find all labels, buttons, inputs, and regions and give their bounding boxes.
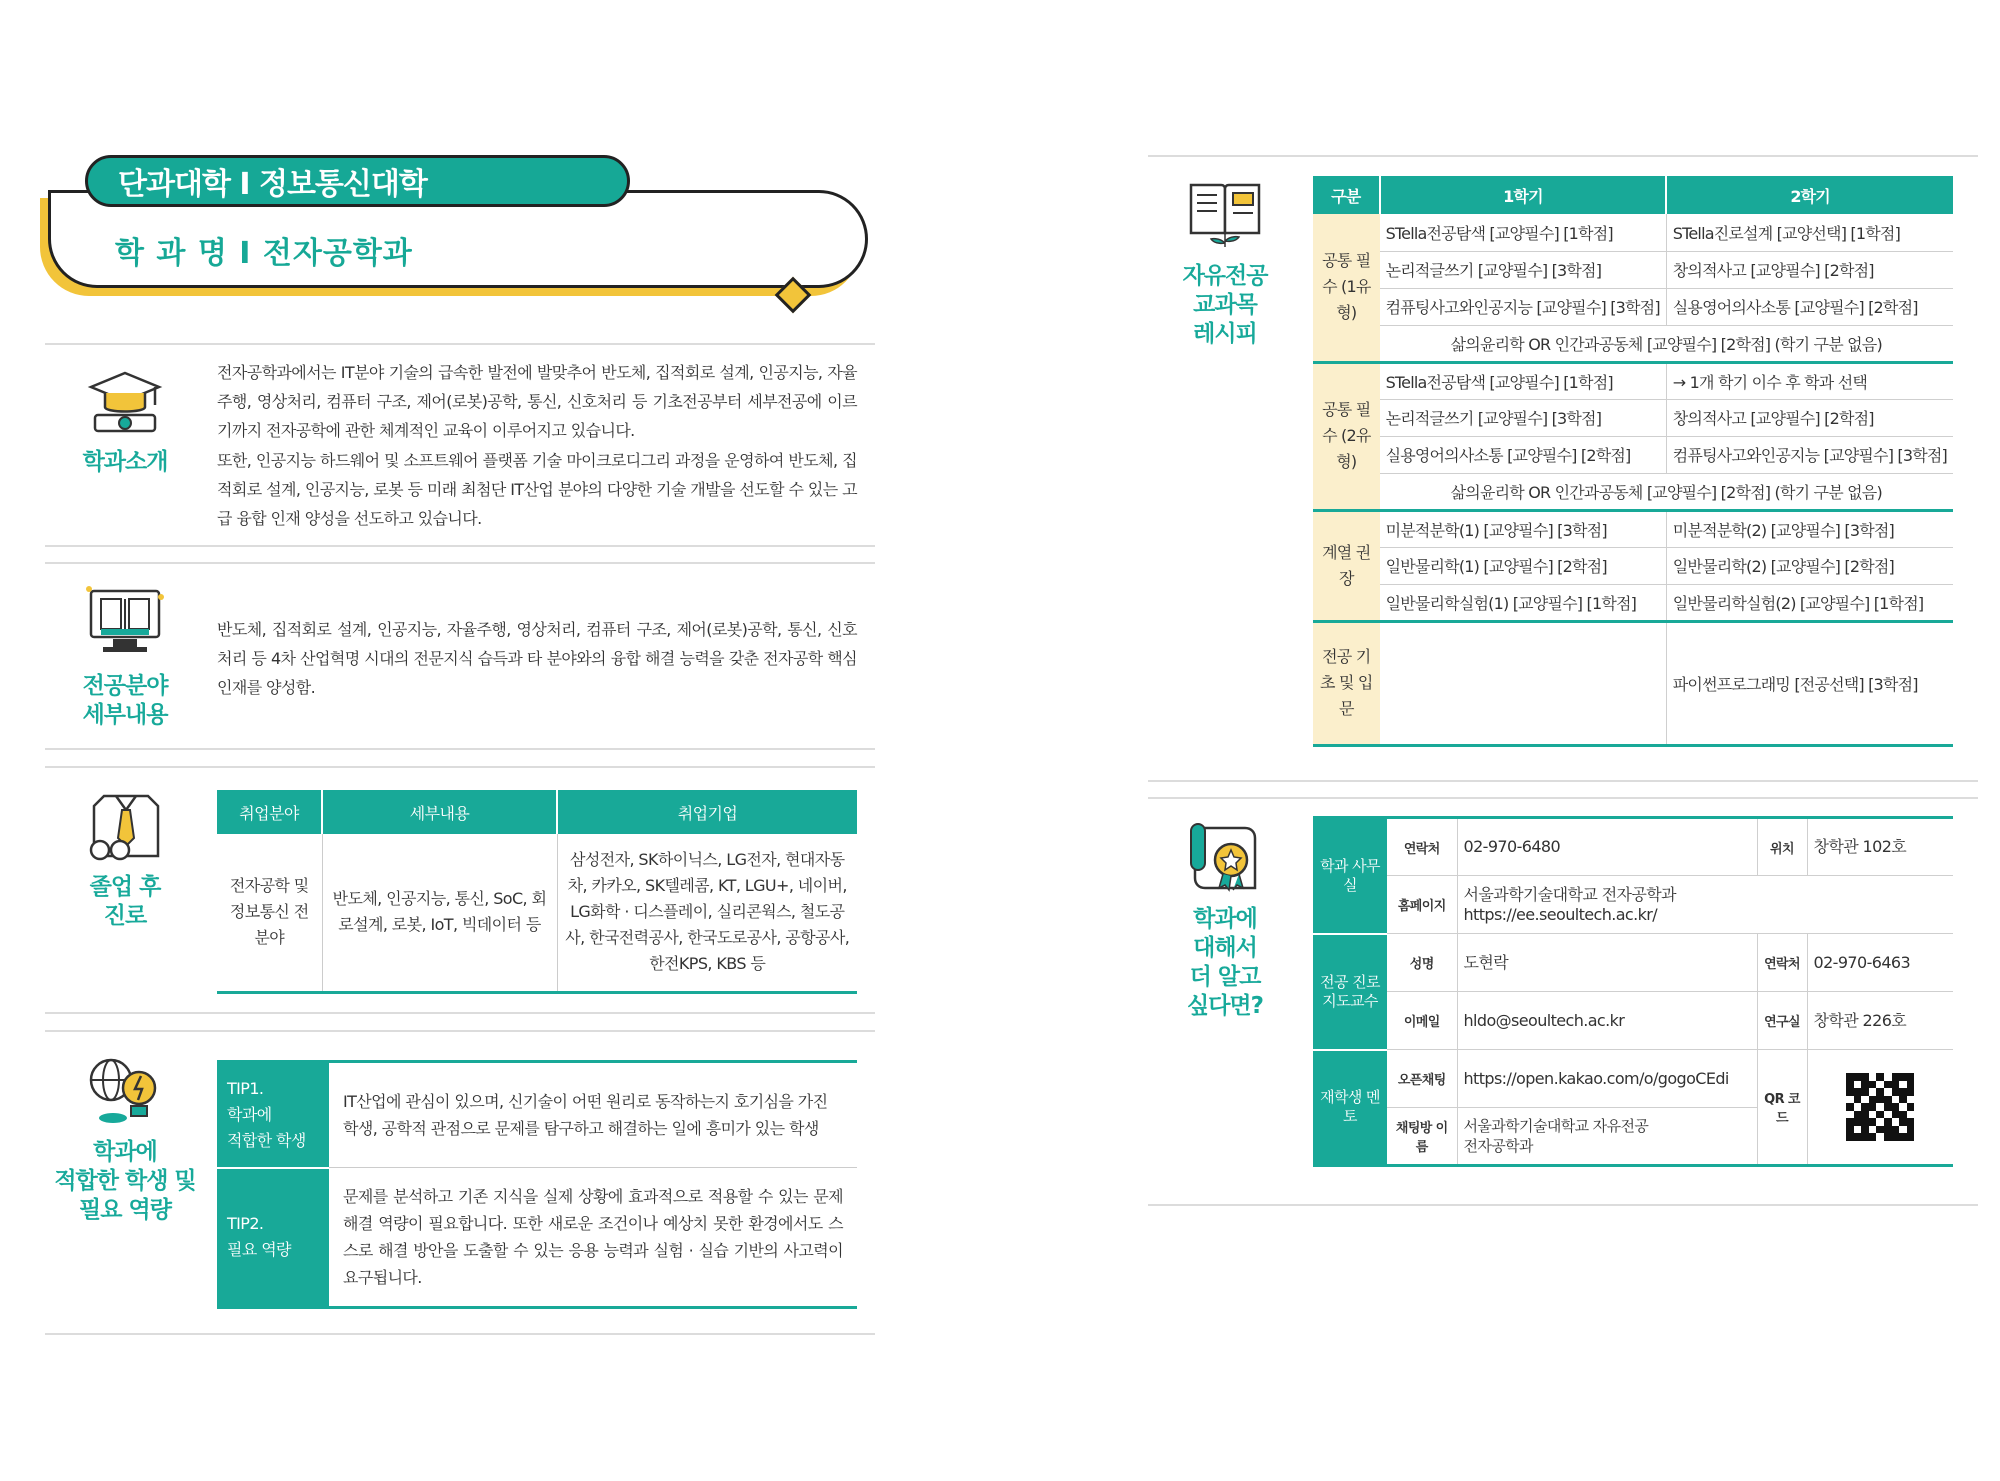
tip1-label-line3: 적합한 학생 [227,1130,306,1150]
tips-table [217,1060,857,1309]
office-label: 학과 사무실 [1313,818,1387,934]
book-monitor-icon [83,583,167,661]
divider [45,562,875,564]
curriculum-category: 공통 필수 (1유형) [1313,214,1380,362]
course-cell: 창의적사고 [교양필수] [2학점] [1666,399,1953,436]
career-title [55,873,195,931]
major-text: 반도체, 집적회로 설계, 인공지능, 자율주행, 영상처리, 컴퓨터 구조, 제어(로봇)공학, 통신, 신호처리 등 4차 산업혁명 시대의 전문지식 습득과 타 분야와의 융합 해결 능력을 갖춘 전자공학 핵심 인재를 양성함. [217,620,857,697]
contact-title-line2: 대해서 [1193,935,1257,961]
tip1-label-line2: 학과에 [227,1104,272,1124]
divider [45,748,875,750]
major-title-line1: 전공분야 [82,673,168,699]
career-header-detail: 세부내용 [322,790,557,834]
openchat-link[interactable]: https://open.kakao.com/o/gogoCEdi [1457,1050,1757,1108]
course-cell: 미분적분학(1) [교양필수] [3학점] [1380,510,1667,547]
major-title-line2: 세부내용 [82,702,168,728]
major-title [55,672,195,730]
intro-title: 학과소개 [82,449,168,475]
course-cell: 논리적글쓰기 [교양필수] [3학점] [1380,251,1667,288]
advisor-phone: 02-970-6463 [1807,934,1953,992]
tip2-content: 문제를 분석하고 기존 지식을 실제 상황에 효과적으로 적용할 수 있는 문제해결 역량이 필요합니다. 또한 새로운 조건이나 예상치 못한 환경에서도 스스로 해결 방안을 도출할 수 있는 응용 능력과 실험 · 실습 기반의 사고력이 요구됩니다. [343,1187,843,1287]
course-cell: 파이썬프로그래밍 [전공선택] [3학점] [1672,674,1918,694]
course-cell: 논리적글쓰기 [교양필수] [3학점] [1380,399,1667,436]
divider [45,343,875,345]
course-cell: STella전공탐색 [교양필수] [1학점] [1380,362,1667,399]
career-header-field: 취업분야 [217,790,322,834]
contact-title-line4: 싶다면? [1187,993,1263,1019]
office-location: 창학관 102호 [1807,818,1953,876]
course-cell: → 1개 학기 이수 후 학과 선택 [1666,362,1953,399]
qr-code-icon[interactable] [1846,1073,1914,1141]
chatroom-line1: 서울과학기술대학교 자유전공 [1463,1117,1649,1135]
tip2-label-line2: 필요 역량 [227,1240,291,1260]
chatroom-key: 채팅방 이름 [1387,1108,1457,1166]
college-label: 단과대학 I 정보통신대학 [85,155,630,207]
intro-paragraph-1: 전자공학과에서는 IT분야 기술의 급속한 발전에 발맞추어 반도체, 집적회로 설계, 인공지능, 자율주행, 영상처리, 컴퓨터 구조, 제어(로봇)공학, 통신, 신호처리 등 기초전공부터 세부전공에 이르기까지 전자공학에 관한 체계적인 교육이 이루어지고 있습니다. [217,363,857,440]
suit-tie-icon [86,788,166,864]
divider [1148,1204,1978,1206]
career-detail: 반도체, 인공지능, 통신, SoC, 회로설계, 로봇, IoT, 빅데이터 등 [322,834,557,992]
qr-code-cell [1807,1050,1953,1166]
course-cell: 창의적사고 [교양필수] [2학점] [1666,251,1953,288]
contact-title-line1: 학과에 [1193,906,1257,932]
curriculum-category: 공통 필수 (2유형) [1313,362,1380,510]
homepage-key: 홈페이지 [1387,876,1457,934]
curriculum-header-category: 구분 [1313,176,1380,214]
course-cell: 일반물리학(2) [교양필수] [2학점] [1666,547,1953,584]
open-book-icon [1185,175,1265,255]
divider [45,1333,875,1335]
chatroom-name [1457,1108,1757,1166]
divider [1148,780,1978,782]
curriculum-header-sem1: 1학기 [1380,176,1667,214]
divider [45,1030,875,1032]
certificate-badge-icon [1185,818,1265,898]
course-cell: 일반물리학실험(1) [교양필수] [1학점] [1380,584,1667,621]
curriculum-title-line2: 교과목 [1193,292,1257,318]
chatroom-line2: 전자공학과 [1463,1137,1533,1155]
course-cell: 미분적분학(2) [교양필수] [3학점] [1666,510,1953,547]
tip1-label [217,1062,329,1168]
career-title-line1: 졸업 후 [89,874,161,900]
graduation-cap-icon [85,365,165,441]
advisor-phone-key: 연락처 [1757,934,1807,992]
tips-title-line1: 학과에 [93,1139,157,1165]
course-cell: 실용영어의사소통 [교양필수] [2학점] [1380,436,1667,473]
location-key: 위치 [1757,818,1807,876]
dept-label: 학 과 명 I 전자공학과 [115,236,413,271]
course-cell: STella진로설계 [교양선택] [1학점] [1666,214,1953,251]
homepage-url[interactable]: https://ee.seoultech.ac.kr/ [1463,904,1658,924]
tip2-label [217,1168,329,1308]
openchat-key: 오픈채팅 [1387,1050,1457,1108]
phone-key: 연락처 [1387,818,1457,876]
course-span-cell: 삶의윤리학 OR 인간과공동체 [교양필수] [2학점] (학기 구분 없음) [1380,473,1953,510]
curriculum-header-sem2: 2학기 [1666,176,1953,214]
divider [1148,155,1978,157]
email-key: 이메일 [1387,992,1457,1050]
course-cell: 일반물리학(1) [교양필수] [2학점] [1380,547,1667,584]
career-companies: 삼성전자, SK하이닉스, LG전자, 현대자동차, 카카오, SK텔레콤, KT, LGU+, 네이버, LG화학 · 디스플레이, 실리콘웍스, 철도공사, 한국전력공사, 한국도로공사, 공항공사, 한전KPS, KBS 등 [557,834,857,992]
career-table [217,790,857,994]
curriculum-title-line1: 자유전공 [1182,263,1268,289]
advisor-name: 도현락 [1457,934,1757,992]
contact-title-line3: 더 알고 [1189,964,1261,990]
mentor-label: 재학생 멘토 [1313,1050,1387,1166]
homepage[interactable] [1457,876,1953,934]
homepage-line1: 서울과학기술대학교 전자공학과 [1463,884,1676,904]
course-cell: STella전공탐색 [교양필수] [1학점] [1380,214,1667,251]
intro-paragraph-2: 또한, 인공지능 하드웨어 및 소프트웨어 플랫폼 기술 마이크로디그리 과정을 운영하여 반도체, 집적회로 설계, 인공지능, 로봇 등 미래 최첨단 IT산업 분야의 다양한 기술 개발을 선도할 수 있는 고급 융합 인재 양성을 선도하고 있습니다. [217,451,857,528]
curriculum-table [1313,176,1953,747]
tip1-content: IT산업에 관심이 있으며, 신기술이 어떤 원리로 동작하는지 호기심을 가진 학생, 공학적 관점으로 문제를 탐구하고 해결하는 일에 흥미가 있는 학생 [329,1062,857,1168]
course-cell: 컴퓨팅사고와인공지능 [교양필수] [3학점] [1666,436,1953,473]
lab-key: 연구실 [1757,992,1807,1050]
advisor-email[interactable]: hldo@seoultech.ac.kr [1457,992,1757,1050]
curriculum-title-line3: 레시피 [1193,321,1257,347]
divider [1148,797,1978,799]
career-field: 전자공학 및 정보통신 전분야 [217,834,322,992]
curriculum-category: 전공 기초 및 입문 [1313,621,1380,745]
tips-title-line2: 적합한 학생 및 [54,1168,196,1194]
tip2-label-line1: TIP2. [227,1214,264,1234]
contact-table [1313,816,1953,1167]
contact-title [1160,905,1290,1021]
course-cell [1380,621,1667,745]
advisor-lab: 창학관 226호 [1807,992,1953,1050]
office-phone: 02-970-6480 [1457,818,1757,876]
divider [45,1012,875,1014]
name-key: 성명 [1387,934,1457,992]
tips-title-line3: 필요 역량 [79,1197,171,1223]
course-cell: 일반물리학실험(2) [교양필수] [1학점] [1666,584,1953,621]
course-span-cell: 삶의윤리학 OR 인간과공동체 [교양필수] [2학점] (학기 구분 없음) [1380,325,1953,362]
curriculum-title [1160,262,1290,349]
tips-title [40,1138,210,1225]
curriculum-category: 계열 권장 [1313,510,1380,621]
advisor-label: 전공 진로 지도교수 [1313,934,1387,1050]
divider [45,766,875,768]
tip1-label-line1: TIP1. [227,1078,264,1098]
course-cell: 컴퓨팅사고와인공지능 [교양필수] [3학점] [1380,288,1667,325]
course-cell: 실용영어의사소통 [교양필수] [2학점] [1666,288,1953,325]
career-title-line2: 진로 [103,903,147,929]
divider [45,545,875,547]
qr-key: QR 코드 [1757,1050,1807,1166]
career-header-companies: 취업기업 [557,790,857,834]
globe-lightbulb-icon [83,1052,167,1132]
